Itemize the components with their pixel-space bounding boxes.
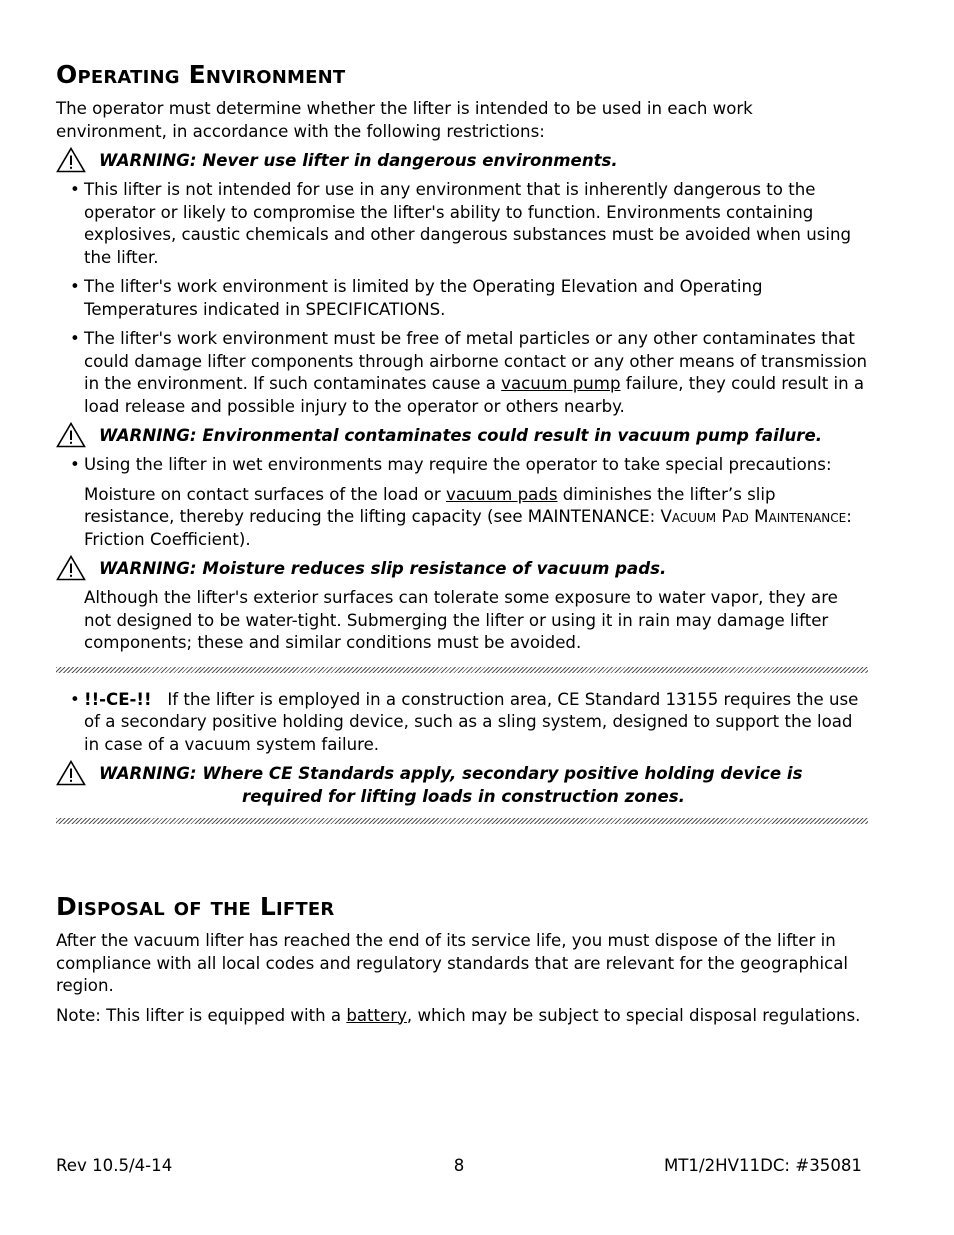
intro-paragraph: The operator must determine whether the lifter is intended to be used in each work environment, in accordance with the following restrictions:: [56, 99, 753, 141]
document-page: [56, 58, 868, 1034]
warning-moisture: [56, 558, 868, 581]
footer-model: MT1/2HV11DC: #35081: [663, 1156, 862, 1175]
bullet-wet-environments: [56, 454, 868, 477]
bullet-marker: •: [70, 180, 80, 199]
battery-link[interactable]: battery: [346, 1005, 407, 1025]
warning-triangle-icon: [56, 422, 86, 448]
bullet-text: The lifter's work environment is limited by the Operating Elevation and Operating Temperatures indicated in SPECIFICATIONS.: [84, 277, 763, 319]
bullet-marker: •: [70, 277, 80, 296]
page-footer: [56, 1155, 862, 1179]
bullet-marker: •: [70, 455, 80, 474]
warning-ce-standards: [56, 763, 868, 808]
bullet-dangerous-environment: [56, 179, 868, 269]
footer-revision: Rev 10.5/4-14: [56, 1156, 173, 1175]
warning-line-2: required for lifting loads in construction zones.: [242, 786, 685, 806]
section-title-disposal: Disposal of the Lifter: [56, 892, 335, 921]
warning-dangerous-environments: [56, 150, 868, 173]
note-text: , which may be subject to special disposal regulations.: [406, 1005, 861, 1025]
moisture-paragraph: [56, 484, 868, 552]
warning-line-1: WARNING: Where CE Standards apply, secondary positive holding device is: [99, 764, 803, 783]
vacuum-pads-link[interactable]: vacuum pads: [446, 484, 558, 504]
warning-triangle-icon: [56, 760, 86, 786]
maintenance-reference: Vacuum Pad Maintenance: [660, 507, 847, 526]
bullet-marker: •: [70, 689, 80, 709]
battery-note: [56, 1005, 868, 1028]
disposal-paragraph: After the vacuum lifter has reached the end of its service life, you must dispose of the lifter in compliance with all local codes and regulatory standards that are relevant for the geographical region.: [56, 931, 849, 995]
warning-contaminates: [56, 425, 868, 448]
hatched-divider: [56, 818, 868, 824]
bullet-ce-standard: [56, 689, 868, 757]
warning-text: WARNING: Never use lifter in dangerous environments.: [99, 151, 618, 170]
exterior-paragraph: Although the lifter's exterior surfaces can tolerate some exposure to water vapor, they are not designed to be water-tight. Submerging the lifter or using it in rain may damage lifter components; these and similar conditions must be avoided.: [84, 588, 838, 652]
bullet-text: This lifter is not intended for use in any environment that is inherently dangerous to the operator or likely to compromise the lifter's ability to function. Environments containing explosives, caustic chemicals and other dangerous substances must be avoided when using the lifter.: [84, 180, 852, 267]
bullet-marker: •: [70, 329, 80, 348]
moisture-text: Moisture on contact surfaces of the load or: [84, 484, 447, 504]
bullet-text: Using the lifter in wet environments may require the operator to take special precautions:: [84, 455, 832, 474]
vacuum-pump-link[interactable]: vacuum pump: [501, 374, 621, 393]
bullet-text: failure, they could result in a load release and possible injury to the operator or others nearby.: [84, 374, 865, 416]
hatched-divider: [56, 667, 868, 673]
bullet-contaminates: [56, 328, 868, 418]
ce-text: If the lifter is employed in a construction area, CE Standard 13155 requires the use of a secondary positive holding device, such as a sling system, designed to support the load in case of a vacuum system failure.: [84, 689, 864, 754]
section-title-operating-environment: Operating Environment: [56, 60, 346, 89]
footer-page-number: 8: [453, 1156, 465, 1175]
warning-triangle-icon: [56, 555, 86, 581]
section-spacer: [56, 840, 868, 890]
moisture-text: diminishes the lifter’s slip resistance, thereby reducing the lifting capacity (see MAINTENANCE:: [84, 484, 776, 526]
bullet-text: The lifter's work environment must be free of metal particles or any other contaminates that could damage lifter components through airborne contact or any other means of transmission in the environment. If such contaminates cause a: [84, 329, 868, 393]
warning-text: WARNING: Environmental contaminates could result in vacuum pump failure.: [99, 426, 823, 445]
moisture-text: : Friction Coefficient).: [84, 507, 852, 549]
warning-triangle-icon: [56, 147, 86, 173]
note-text: Note: This lifter is equipped with a: [56, 1005, 347, 1025]
warning-text: WARNING: Moisture reduces slip resistance of vacuum pads.: [99, 559, 667, 578]
ce-label: !!-CE-!!: [84, 689, 152, 709]
warning-text: [99, 763, 868, 808]
bullet-work-environment-limits: [56, 276, 868, 321]
